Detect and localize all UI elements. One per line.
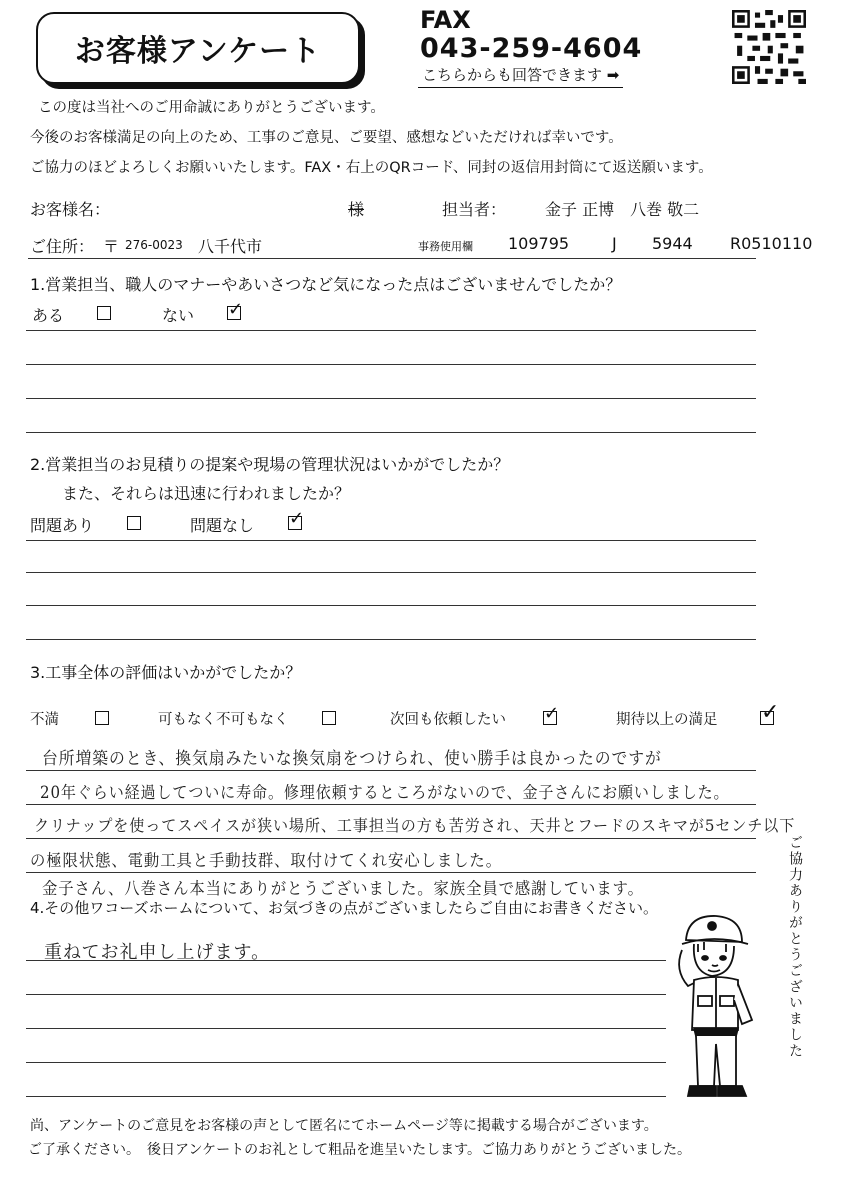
footer-line-2: ご了承ください。 後日アンケートのお礼として粗品を進呈いたします。ご協力ありがとうございました。 [28,1142,692,1158]
office-use-label: 事務使用欄 [418,240,473,253]
q2-write-line-2 [26,572,756,573]
q3-handwritten-line-3: クリナップを使ってスペイスが狭い場所、工事担当の方も苦労され、天井とフードのスキマが5センチ以下 [34,816,796,835]
office-code-1: 109795 [508,234,570,253]
address-label: ご住所： [30,237,95,256]
q4-handwritten: 重ねてお礼申し上げます。 [44,942,271,963]
form-title-box [36,12,360,84]
form-title: お客様アンケート [74,34,322,69]
q1-question: 1.営業担当、職人のマナーやあいさつなど気になった点はございませんでしたか？ [30,275,622,294]
q4-write-line-4 [26,1062,666,1063]
q2-option-ok: 問題なし [190,516,255,535]
fax-label: FAX [420,6,471,34]
address-underline [28,258,756,259]
office-code-4: R0510110 [730,234,813,253]
qr-code-icon[interactable] [732,10,806,84]
q3-option-4-check-mark-icon: ✓ [761,700,780,725]
q3-write-line-1 [26,770,756,771]
q3-option-2-checkbox[interactable] [322,711,336,725]
q3-write-line-3 [26,838,756,839]
office-code-2: J [612,234,617,253]
q3-handwritten-line-2: 20年ぐらい経過してついに寿命。修理依頼するところがないので、金子さんにお願いしました。 [40,783,730,802]
office-code-3: 5944 [652,234,693,253]
q3-option-3-check-mark-icon: ✓ [544,703,560,724]
q4-write-line-2 [26,994,666,995]
intro-line-2: 今後のお客様満足の向上のため、工事のご意見、ご要望、感想などいただければ幸いです。 [30,130,623,146]
q3-option-4: 期待以上の満足 [616,712,718,728]
q1-option-no: ない [162,306,195,325]
q2-issue-checkbox[interactable] [127,516,141,530]
q3-option-3: 次回も依頼したい [390,712,506,728]
q3-question: 3.工事全体の評価はいかがでしたか？ [30,663,302,682]
q4-write-line-1 [26,960,666,961]
q3-write-line-2 [26,804,756,805]
q3-write-line-4 [26,872,756,873]
q3-handwritten-line-4: の極限状態、電動工具と手動技群、取付けてくれ安心しました。 [30,851,502,870]
q1-option-yes: ある [32,306,65,325]
q3-handwritten-line-1: 台所増築のとき、換気扇みたいな換気扇をつけられ、使い勝手は良かったのですが [42,749,662,769]
staff-label: 担当者： [442,200,507,219]
q1-write-line-3 [26,398,756,399]
staff-names: 金子 正博 八巻 敬二 [545,200,700,219]
postal-code: 276-0023 [125,238,183,252]
q1-no-check-mark-icon: ✓ [228,299,244,320]
q2-write-line-4 [26,639,756,640]
worker-mascot-illustration [668,910,778,1110]
q4-write-line-3 [26,1028,666,1029]
q1-write-line-2 [26,364,756,365]
q4-question: 4.その他ワコーズホームについて、お気づきの点がございましたらご自由にお書きください。 [30,899,658,917]
fax-number: 043-259-4604 [420,33,643,64]
footer-line-1: 尚、アンケートのご意見をお客様の声として匿名にてホームページ等に掲載する場合がございます。 [30,1118,658,1134]
q2-question-line-2: また、それらは迅速に行われましたか？ [62,484,351,503]
q1-yes-checkbox[interactable] [97,306,111,320]
q1-write-line-1 [26,330,756,331]
q3-handwritten-line-5: 金子さん、八巻さん本当にありがとうございました。家族全員で感謝しています。 [42,879,644,898]
q2-write-line-1 [26,540,756,541]
intro-line-3: ご協力のほどよろしくお願いいたします。FAX・右上のQRコード、同封の返信用封筒にて返送願います。 [30,160,713,176]
q2-option-issue: 問題あり [30,516,95,535]
intro-line-1: この度は当社へのご用命誠にありがとうございます。 [38,100,385,116]
q3-option-1-checkbox[interactable] [95,711,109,725]
sama-label: 様 [348,200,365,219]
postal-mark: 〒 [103,237,120,256]
address-city: 八千代市 [198,237,263,256]
q4-write-line-5 [26,1096,666,1097]
q2-ok-check-mark-icon: ✓ [289,508,305,529]
qr-note: こちらからも回答できます ➡ [418,64,623,88]
q1-write-line-4 [26,432,756,433]
q2-question-line-1: 2.営業担当のお見積りの提案や現場の管理状況はいかがでしたか？ [30,455,510,474]
q3-option-2: 可もなく不可もなく [158,712,289,728]
customer-name-label: お客様名： [30,200,111,219]
q3-option-1: 不満 [30,712,59,728]
side-thanks-vertical: ご協力ありがとうございました [787,835,803,1059]
q2-write-line-3 [26,605,756,606]
